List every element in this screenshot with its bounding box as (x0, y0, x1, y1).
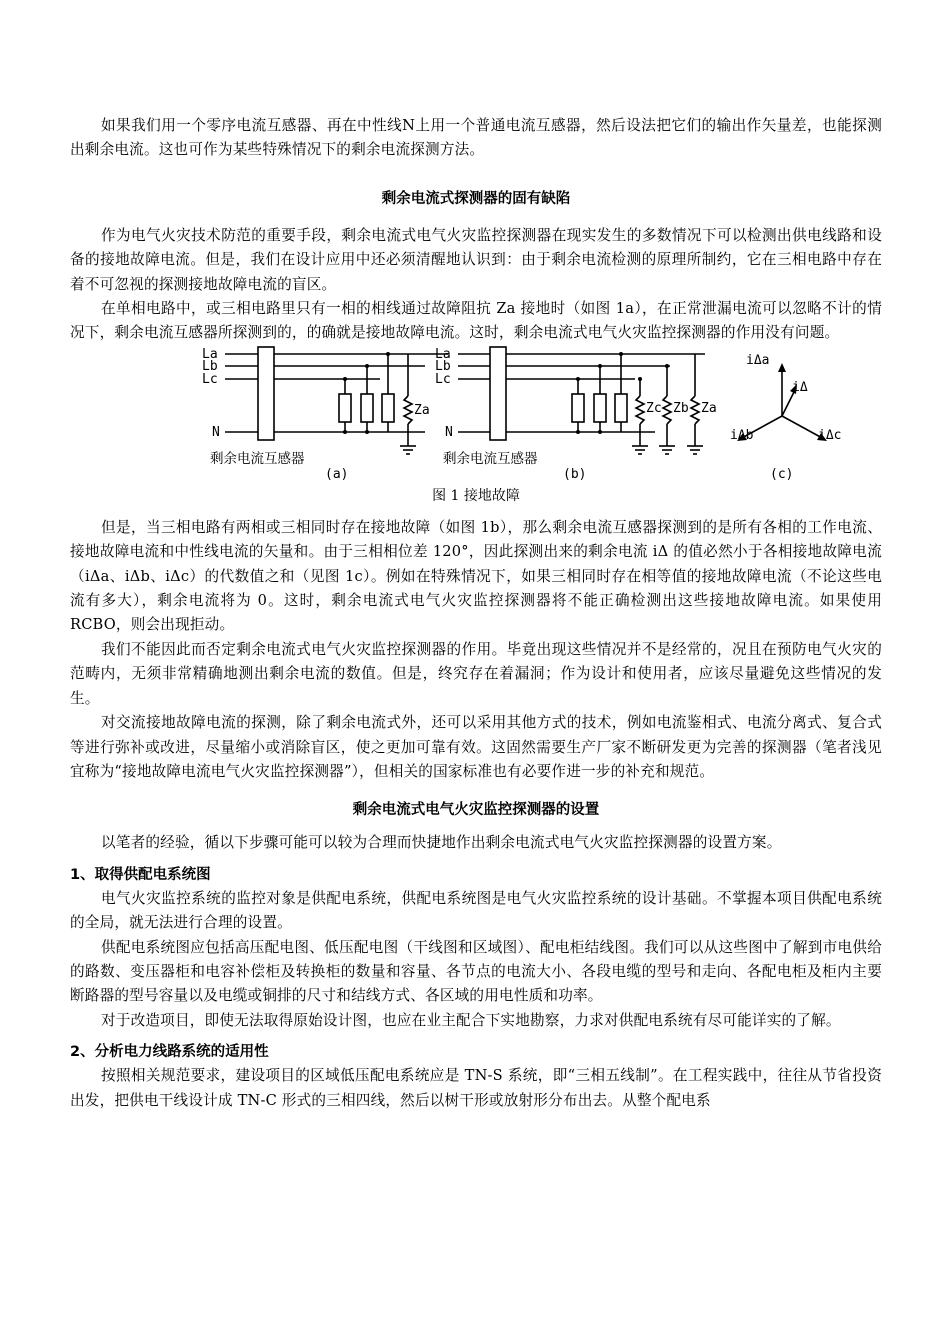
line-label-n-a: N (212, 424, 220, 440)
impedance-za-b: Za (701, 400, 717, 416)
figure-caption: 图 1 接地故障 (432, 487, 520, 504)
defects-paragraph-2: 在单相电路中，或三相电路里只有一相的相线通过故障阻抗 Za 接地时（如图 1a），在正常泄漏电流可以忽略不计的情况下，剩余电流互感器所探测到的，的确就是接地故障电流。这时，剩余电流式电气火灾监控探测器的作用没有问题。 (70, 300, 882, 342)
intro-paragraph: 如果我们用一个零序电流互感器、再在中性线N上用一个普通电流互感器，然后设法把它们的输出作矢量差，也能探测出剩余电流。这也可作为某些特殊情况下的剩余电流探测方法。 (70, 117, 882, 159)
step1-paragraph-3: 对于改造项目，即使无法取得原始设计图，也应在业主配合下实地勘察，力求对供配电系统有尽可能详实的了解。 (101, 1011, 841, 1029)
vector-isum-label: iΔ (792, 379, 808, 395)
vector-ic-label: iΔc (818, 427, 842, 443)
ct-label-b: 剩余电流互感器 (443, 450, 538, 467)
step2-heading: 2、分析电力线路系统的适用性 (70, 1044, 269, 1061)
document-page (70, 0, 882, 1113)
impedance-za-a: Za (414, 402, 430, 418)
vector-ib-label: iΔb (730, 427, 754, 443)
defects-paragraph-4: 我们不能因此而否定剩余电流式电气火灾监控探测器的作用。毕竟出现这些情况并不是经常的，况且在预防电气火灾的范畴内，无须非常精确地测出剩余电流的数值。但是，终究存在着漏洞；作为设计和使用者，应该尽量避免这些情况的发生。 (70, 640, 882, 707)
line-label-n-b: N (445, 424, 453, 440)
line-label-la-a: La (202, 346, 218, 362)
section-heading-defects: 剩余电流式探测器的固有缺陷 (381, 190, 571, 207)
line-label-la-b: La (435, 346, 451, 362)
line-label-lb-a: Lb (202, 358, 218, 374)
line-label-lb-b: Lb (435, 358, 451, 374)
defects-paragraph-5: 对交流接地故障电流的探测，除了剩余电流式外，还可以采用其他方式的技术，例如电流鉴相式、电流分离式、复合式等进行弥补或改进，尽量缩小或消除盲区，使之更加可靠有效。这固然需要生产厂家不断研发更为完善的探测器（笔者浅见宜称为“接地故障电流电气火灾监控探测器”），但相关的国家标准也有必要作进一步的补充和规范。 (70, 714, 882, 780)
line-label-lc-a: Lc (202, 371, 218, 387)
subfigure-a-label: (a) (325, 466, 349, 482)
step1-paragraph-2: 供配电系统图应包括高压配电图、低压配电图（干线图和区域图）、配电柜结线图。我们可以从这些图中了解到市电供给的路数、变压器柜和电容补偿柜及转换柜的数量和容量、各节点的电流大小、各段电缆的型号和走向、各配电柜及柜内主要断路器的型号容量以及电缆或铜排的尺寸和结线方式、各区域的用电性质和功率。 (70, 938, 882, 1005)
vector-ia-label: iΔa (746, 352, 770, 368)
setup-paragraph-1: 以笔者的经验，循以下步骤可能可以较为合理而快捷地作出剩余电流式电气火灾监控探测器的设置方案。 (101, 834, 782, 852)
subfigure-c-label: (c) (770, 466, 794, 482)
impedance-zc-b: Zc (646, 400, 662, 416)
impedance-zb-b: Zb (673, 400, 689, 416)
subfigure-b-label: (b) (563, 466, 587, 482)
line-label-lc-b: Lc (435, 371, 451, 387)
step2-paragraph-1: 按照相关规范要求，建设项目的区域低压配电系统应是 TN-S 系统，即“三相五线制”。在工程实践中，往往从节省投资出发，把供电干线设计成 TN-C 形式的三相四线，然后以树干形或放射形分布出去。从整个配电系 (70, 1067, 882, 1109)
ground-fault-diagram (70, 346, 882, 486)
ct-label-a: 剩余电流互感器 (210, 450, 305, 467)
figure-1 (70, 346, 882, 506)
defects-paragraph-1: 作为电气火灾技术防范的重要手段，剩余电流式电气火灾监控探测器在现实发生的多数情况下可以检测出供电线路和设备的接地故障电流。但是，我们在设计应用中还必须清醒地认识到：由于剩余电流检测的原理所制约，它在三相电路中存在着不可忽视的探测接地故障电流的盲区。 (70, 226, 882, 293)
section-heading-setup: 剩余电流式电气火灾监控探测器的设置 (352, 802, 600, 819)
defects-paragraph-3: 但是，当三相电路有两相或三相同时存在接地故障（如图 1b），那么剩余电流互感器探测到的是所有各相的工作电流、接地故障电流和中性线电流的矢量和。由于三相相位差 120°，因此探测出来的剩余电流 iΔ 的值必然小于各相接地故障电流（iΔa、iΔb、iΔc）的代数值之和（见图 1c）。例如在特殊情况下，如果三相同时存在相等值的接地故障电流（不论这些电流有多大），剩余电流将为 0。这时，剩余电流式电气火灾监控探测器将不能正确检测出这些接地故障电流。如果使用 RCBO，则会出现拒动。 (70, 518, 882, 634)
step1-paragraph-1: 电气火灾监控系统的监控对象是供配电系统，供配电系统图是电气火灾监控系统的设计基础。不掌握本项目供配电系统的全局，就无法进行合理的设置。 (70, 889, 882, 932)
step1-heading: 1、取得供配电系统图 (70, 866, 211, 883)
